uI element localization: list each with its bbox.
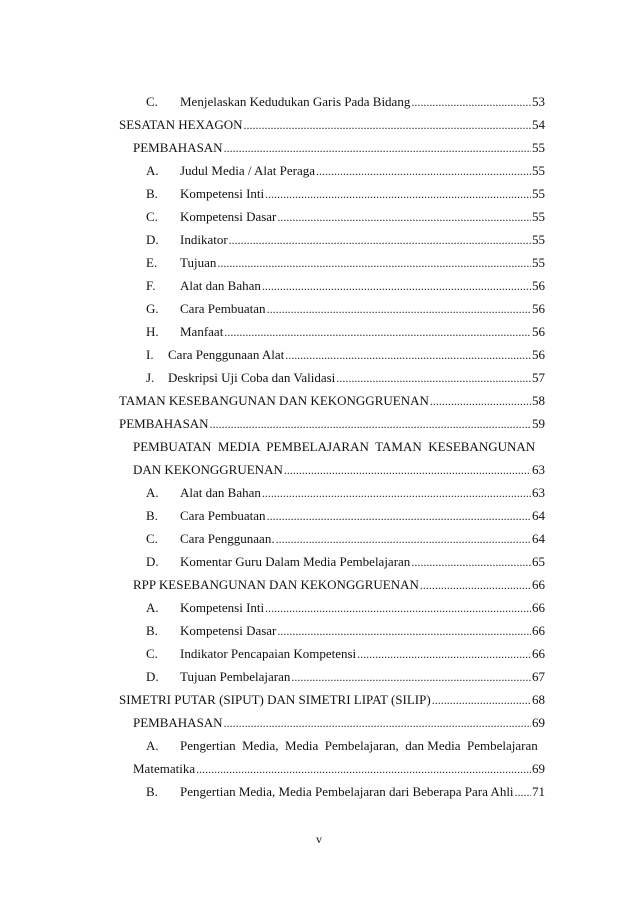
toc-entry[interactable] — [133, 454, 545, 478]
toc-entry-title: Deskripsi Uji Coba dan Validasi — [168, 370, 336, 385]
toc-entry-label: C. — [146, 94, 158, 109]
dot-leader — [336, 370, 531, 386]
toc-entry-label: A. — [146, 485, 159, 500]
toc-entry-label: A. — [146, 163, 159, 178]
toc-entry-label: C. — [146, 209, 158, 224]
toc-entry[interactable] — [119, 408, 545, 432]
toc-entry-title: PEMBAHASAN — [133, 140, 223, 155]
dot-leader — [515, 784, 531, 800]
toc-entry[interactable] — [119, 109, 545, 133]
toc-entry-title: SIMETRI PUTAR (SIPUT) DAN SIMETRI LIPAT (SILIP) — [119, 692, 431, 707]
toc-entry-page: 56 — [532, 347, 545, 362]
toc-entry-page: 66 — [532, 623, 545, 638]
toc-entry-title: Kompetensi Dasar — [180, 209, 277, 224]
toc-entry-page: 57 — [532, 370, 545, 385]
toc-entry[interactable] — [146, 339, 545, 363]
toc-entry-page: 55 — [532, 255, 545, 270]
toc-entry-label: I. — [146, 347, 154, 362]
toc-entry-label: B. — [146, 186, 158, 201]
toc-entry-title: Pengertian Media, Media Pembelajaran dari Beberapa Para Ahli — [180, 784, 514, 799]
dot-leader — [420, 577, 531, 593]
toc-entry[interactable] — [133, 753, 545, 777]
toc-entry-title: Menjelaskan Kedudukan Garis Pada Bidang — [180, 94, 411, 109]
toc-entry-label: D. — [146, 554, 159, 569]
toc-entry[interactable] — [146, 638, 545, 662]
toc-entry-title: Cara Pembuatan — [180, 301, 266, 316]
toc-entry-title: DAN KEKONGGRUENAN — [133, 462, 283, 477]
toc-entry-label: A. — [146, 738, 159, 753]
toc-entry[interactable] — [146, 730, 538, 754]
toc-entry-page: 64 — [532, 531, 545, 546]
toc-entry-title: TAMAN KESEBANGUNAN DAN KEKONGGRUENAN — [119, 393, 429, 408]
toc-entry-title: Matematika — [133, 761, 196, 776]
dot-leader — [267, 301, 531, 317]
toc-entry[interactable] — [146, 661, 545, 685]
dot-leader — [210, 416, 531, 432]
toc-entry[interactable] — [146, 592, 545, 616]
toc-entry[interactable] — [146, 224, 545, 248]
toc-entry[interactable] — [146, 293, 545, 317]
toc-entry[interactable] — [146, 615, 545, 639]
dot-leader — [244, 117, 531, 133]
dot-leader — [267, 508, 531, 524]
toc-entry-title: Komentar Guru Dalam Media Pembelajaran — [180, 554, 411, 569]
toc-entry-label: B. — [146, 784, 158, 799]
toc-entry-label: C. — [146, 646, 158, 661]
toc-entry-title: Judul Media / Alat Peraga — [180, 163, 316, 178]
toc-entry-page: 55 — [532, 163, 545, 178]
toc-entry-title: Tujuan — [180, 255, 217, 270]
toc-entry-title: Kompetensi Dasar — [180, 623, 277, 638]
toc-entry-label: A. — [146, 600, 159, 615]
toc-entry[interactable] — [146, 201, 545, 225]
dot-leader — [262, 485, 531, 501]
toc-entry-title: Manfaat — [180, 324, 224, 339]
toc-entry[interactable] — [133, 132, 545, 156]
dot-leader — [229, 232, 531, 248]
toc-entry[interactable] — [146, 546, 545, 570]
toc-entry-label: D. — [146, 669, 159, 684]
dot-leader — [265, 600, 531, 616]
toc-entry-page: 63 — [532, 462, 545, 477]
toc-entry-title: PEMBAHASAN — [119, 416, 209, 431]
dot-leader — [357, 646, 531, 662]
toc-entry-page: 68 — [532, 692, 545, 707]
dot-leader — [277, 209, 531, 225]
dot-leader — [411, 94, 531, 110]
toc-entry-page: 55 — [532, 209, 545, 224]
toc-entry[interactable] — [133, 707, 545, 731]
toc-entry-title: Indikator — [180, 232, 228, 247]
toc-entry-page: 64 — [532, 508, 545, 523]
toc-entry-page: 54 — [532, 117, 545, 132]
toc-entry-page: 71 — [532, 784, 545, 799]
toc-entry-title: PEMBAHASAN — [133, 715, 223, 730]
dot-leader — [224, 324, 531, 340]
dot-leader — [217, 255, 531, 271]
toc-entry[interactable] — [146, 270, 545, 294]
dot-leader — [224, 140, 531, 156]
toc-entry-label: B. — [146, 623, 158, 638]
toc-entry-title: Cara Penggunaan. — [180, 531, 275, 546]
toc-entry-title-line1[interactable]: PEMBUATAN MEDIA PEMBELAJARAN TAMAN KESEBANGUNAN — [133, 439, 536, 454]
toc-entry-page: 58 — [532, 393, 545, 408]
toc-entry-page: 67 — [532, 669, 545, 684]
toc-entry-title: SESATAN HEXAGON — [119, 117, 243, 132]
toc-entry[interactable] — [146, 316, 545, 340]
toc-entry-title: Kompetensi Inti — [180, 600, 265, 615]
toc-entry-title: RPP KESEBANGUNAN DAN KEKONGGRUENAN — [133, 577, 419, 592]
toc-entry-label: F. — [146, 278, 156, 293]
toc-entry[interactable] — [146, 523, 545, 547]
dot-leader — [276, 531, 531, 547]
toc-entry-title: Alat dan Bahan — [180, 485, 261, 500]
toc-entry[interactable] — [133, 569, 545, 593]
toc-entry[interactable] — [119, 385, 545, 409]
toc-entry[interactable] — [146, 362, 545, 386]
toc-entry-page: 59 — [532, 416, 545, 431]
page-number: v — [316, 832, 322, 846]
toc-entry[interactable] — [146, 500, 545, 524]
dot-leader — [432, 692, 531, 708]
toc-entry-title: Indikator Pencapaian Kompetensi — [180, 646, 357, 661]
dot-leader — [291, 669, 531, 685]
toc-entry[interactable] — [146, 477, 545, 501]
toc-entry-title: Tujuan Pembelajaran — [180, 669, 291, 684]
toc-entry-label: C. — [146, 531, 158, 546]
toc-entry-page: 69 — [532, 761, 545, 776]
toc-entry-page: 56 — [532, 301, 545, 316]
toc-entry-page: 66 — [532, 600, 545, 615]
toc-entry-title-line1: Pengertian Media, Media Pembelajaran, dan Media Pembelajaran — [180, 738, 538, 753]
dot-leader — [224, 715, 531, 731]
dot-leader — [316, 163, 531, 179]
toc-entry-label: B. — [146, 508, 158, 523]
toc-entry-label: D. — [146, 232, 159, 247]
toc-entry-page: 55 — [532, 186, 545, 201]
toc-entry-title: Cara Penggunaan Alat — [168, 347, 285, 362]
dot-leader — [277, 623, 531, 639]
toc-entry[interactable] — [146, 776, 545, 800]
toc-entry-page: 66 — [532, 577, 545, 592]
toc-entry-page: 65 — [532, 554, 545, 569]
toc-entry-page: 56 — [532, 324, 545, 339]
toc-entry-page: 63 — [532, 485, 545, 500]
toc-entry[interactable] — [146, 155, 545, 179]
toc-entry[interactable] — [146, 86, 545, 110]
toc-entry-label: J. — [146, 370, 155, 385]
dot-leader — [196, 761, 531, 777]
toc-entry-title: Alat dan Bahan — [180, 278, 261, 293]
toc-entry-page: 66 — [532, 646, 545, 661]
toc-entry-title: Cara Pembuatan — [180, 508, 266, 523]
toc-entry-page: 53 — [532, 94, 545, 109]
toc-entry-page: 56 — [532, 278, 545, 293]
dot-leader — [285, 347, 531, 363]
toc-entry-page: 69 — [532, 715, 545, 730]
toc-entry[interactable] — [119, 684, 545, 708]
toc-entry-label: G. — [146, 301, 159, 316]
toc-entry-label: E. — [146, 255, 158, 270]
toc-entry-page: 55 — [532, 232, 545, 247]
dot-leader — [265, 186, 531, 202]
dot-leader — [411, 554, 531, 570]
toc-entry-page: 55 — [532, 140, 545, 155]
dot-leader — [284, 462, 531, 478]
dot-leader — [430, 393, 531, 409]
toc-entry[interactable] — [146, 247, 545, 271]
toc-entry-label: H. — [146, 324, 159, 339]
toc-entry-title: Kompetensi Inti — [180, 186, 265, 201]
toc-entry[interactable] — [146, 178, 545, 202]
dot-leader — [262, 278, 531, 294]
